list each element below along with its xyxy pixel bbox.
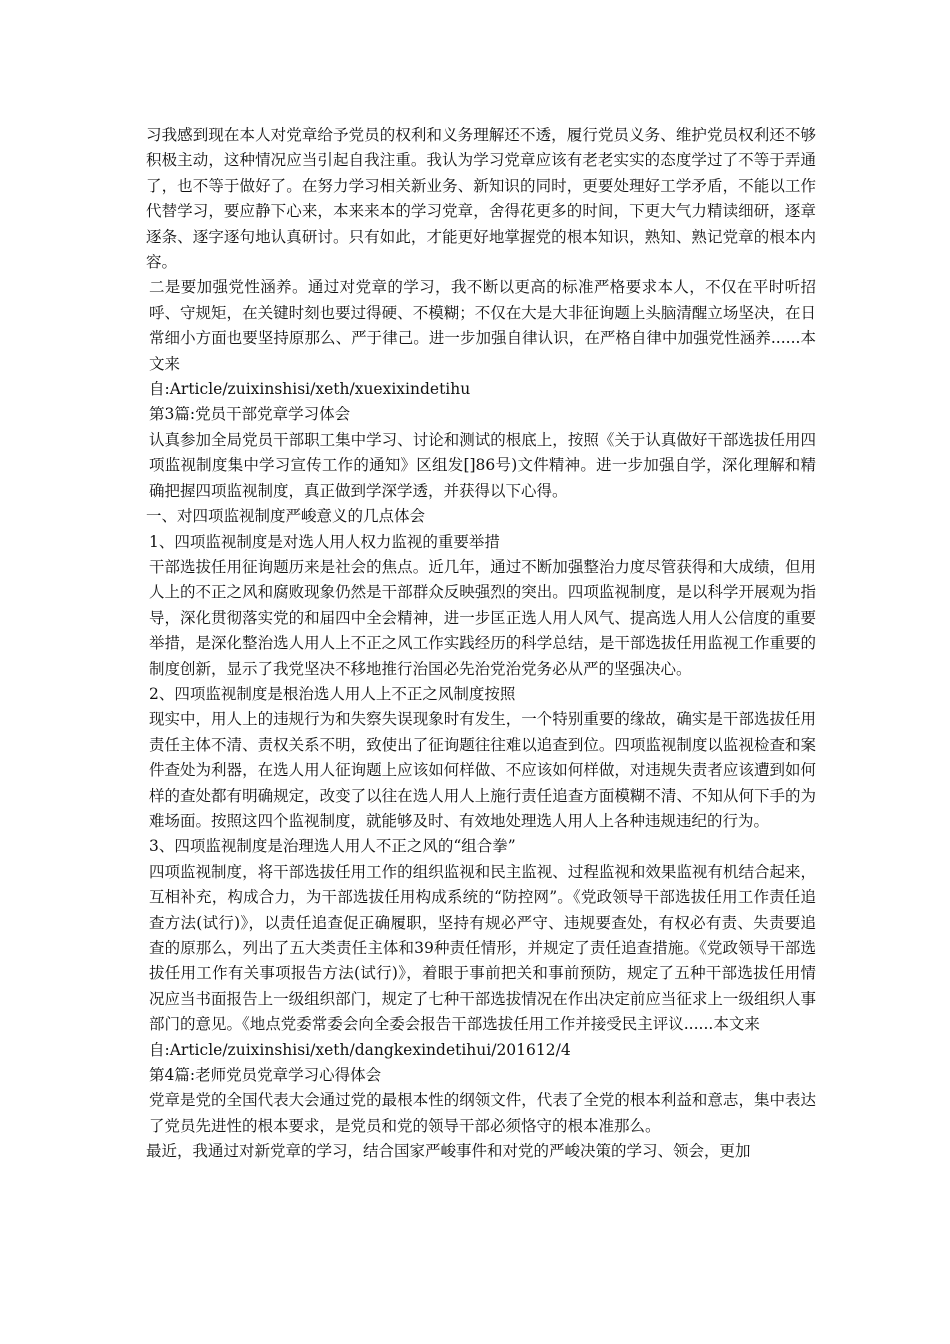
subheading: 2、四项监视制度是根治选人用人上不正之风制度按照 <box>149 684 516 703</box>
paragraph: 现实中，用人上的违规行为和失察失误现象时有发生，一个特别重要的缘故，确实是干部选拔任用责任主体不清、责权关系不明，致使出了征询题往往难以追查到位。四项监视制度以监视检查和案件查处为利器，在选人用人征询题上应该如何样做、不应该如何样做，对违规失责者应该遭到如何样的查处都有明确规定，改变了以往在选人用人上施行责任追查方面模糊不清、不知从何下手的为难场面。按照这四个监视制度，就能够及时、有效地处理选人用人上各种违规违纪的行为。 <box>149 710 816 830</box>
paragraph: 四项监视制度，将干部选拔任用工作的组织监视和民主监视、过程监视和效果监视有机结合起来，互相补充，构成合力，为干部选拔任用构成系统的“防控网”。《党政领导干部选拔任用工作责任追查方法(试行)》，以责任追查促正确履职，坚持有规必严守、违规要查处，有权必有责、失责要追查的原那么，列出了五大类责任主体和39种责任情形，并规定了责任追查措施。《党政领导干部选拔任用工作有关事项报告方法(试行)》，着眼于事前把关和事前预防，规定了五种干部选拔任用情况应当书面报告上一级组织部门，规定了七种干部选拔情况在作出决定前应当征求上一级组织人事部门的意见。《地点党委常委会向全委会报告干部选拔任用工作并接受民主评议......本文来 <box>149 862 816 1034</box>
section-heading: 第3篇:党员干部党章学习体会 <box>149 405 351 424</box>
paragraph: 二是要加强党性涵养。通过对党章的学习，我不断以更高的标准严格要求本人，不仅在平时听招呼、守规矩，在关键时刻也要过得硬、不模糊；不仅在大是大非征询题上头脑清醒立场坚决，在日常细小方面也要坚持原那么、严于律己。进一步加强自律认识，在严格自律中加强党性涵养......本文来 <box>149 278 816 373</box>
paragraph: 党章是党的全国代表大会通过党的最根本性的纲领文件，代表了全党的根本利益和意志，集中表达了党员先进性的根本要求，是党员和党的领导干部必须恪守的根本准那么。 <box>149 1091 816 1135</box>
document-body <box>146 123 816 1165</box>
subheading: 一、对四项监视制度严峻意义的几点体会 <box>146 507 426 526</box>
source-reference: 自:Article/zuixinshisi/xeth/xuexixindetihu <box>149 380 471 399</box>
subheading: 3、四项监视制度是治理选人用人不正之风的“组合拳” <box>149 837 516 856</box>
paragraph: 最近，我通过对新党章的学习，结合国家严峻事件和对党的严峻决策的学习、领会，更加 <box>146 1142 751 1161</box>
paragraph: 认真参加全局党员干部职工集中学习、讨论和测试的根底上，按照《关于认真做好干部选拔任用四项监视制度集中学习宣传工作的通知》区组发[]86号)文件精神。进一步加强自学，深化理解和精确把握四项监视制度，真正做到学深学透，并获得以下心得。 <box>149 430 816 500</box>
paragraph: 习我感到现在本人对党章给予党员的权利和义务理解还不透，履行党员义务、维护党员权利还不够积极主动，这种情况应当引起自我注重。我认为学习党章应该有老老实实的态度学过了不等于弄通了，也不等于做好了。在努力学习相关新业务、新知识的同时，更要处理好工学矛盾，不能以工作代替学习，要应静下心来，本来来本的学习党章，舍得花更多的时间，下更大气力精读细研，逐章逐条、逐字逐句地认真研讨。只有如此，才能更好地掌握党的根本知识，熟知、熟记党章的根本内容。 <box>146 126 816 272</box>
paragraph: 干部选拔任用征询题历来是社会的焦点。近几年，通过不断加强整治力度尽管获得和大成绩，但用人上的不正之风和腐败现象仍然是干部群众反映强烈的突出。四项监视制度，是以科学开展观为指导，深化贯彻落实党的和届四中全会精神，进一步匡正选人用人风气、提高选人用人公信度的重要举措，是深化整治选人用人上不正之风工作实践经历的科学总结，是干部选拔任用监视工作重要的制度创新，显示了我党坚决不移地推行治国必先治党治党务必从严的坚强决心。 <box>149 557 816 678</box>
section-heading: 第4篇:老师党员党章学习心得体会 <box>149 1066 382 1085</box>
source-reference: 自:Article/zuixinshisi/xeth/dangkexindetihui/201612/4 <box>149 1040 571 1059</box>
subheading: 1、四项监视制度是对选人用人权力监视的重要举措 <box>149 532 500 551</box>
